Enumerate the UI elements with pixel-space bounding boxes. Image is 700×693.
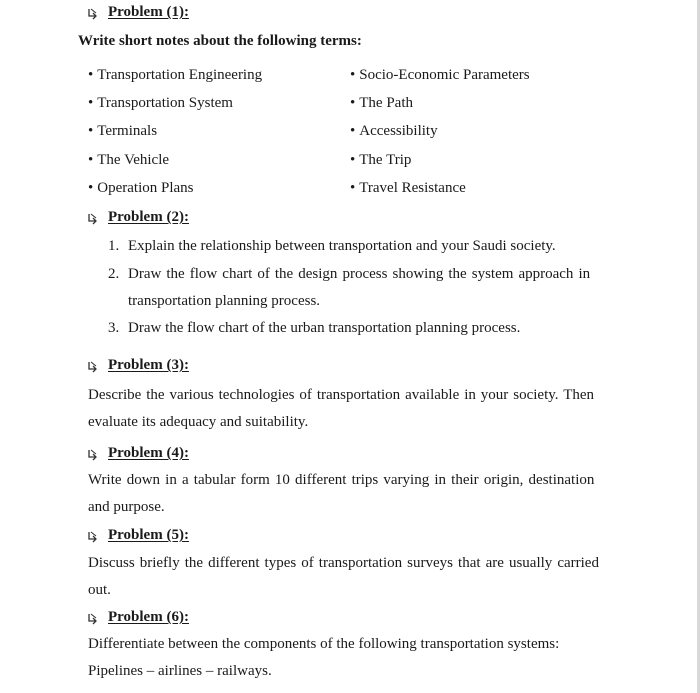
list-item-text-continuation: transportation planning process. bbox=[128, 293, 321, 309]
list-item: • Socio-Economic Parameters bbox=[350, 67, 530, 83]
list-item: • Operation Plans bbox=[88, 180, 194, 196]
arrow-bullet-icon bbox=[86, 212, 100, 226]
list-item-text: Explain the relationship between transportation and your Saudi society. bbox=[128, 238, 556, 254]
list-item: • The Trip bbox=[350, 152, 412, 168]
problem-3-text: Describe the various technologies of transportation available in your society. Then bbox=[88, 387, 595, 403]
problem-5-heading: Problem (5): bbox=[108, 527, 189, 543]
list-item-text: Draw the flow chart of the design process showing the system approach in bbox=[128, 266, 591, 282]
list-item: • Terminals bbox=[88, 123, 158, 139]
problem-5-text: Discuss briefly the different types of transportation surveys that are usually carried bbox=[88, 555, 599, 571]
arrow-bullet-icon bbox=[86, 7, 100, 21]
list-item: • The Vehicle bbox=[88, 152, 170, 168]
list-item-number: 2. bbox=[108, 266, 120, 282]
problem-1-heading: Problem (1): bbox=[108, 4, 189, 20]
list-item: • Transportation System bbox=[88, 95, 233, 111]
problem-1-intro: Write short notes about the following terms: bbox=[78, 33, 362, 49]
problem-3-text-continuation: evaluate its adequacy and suitability. bbox=[88, 414, 309, 430]
arrow-bullet-icon bbox=[86, 448, 100, 462]
arrow-bullet-icon bbox=[86, 612, 100, 626]
problem-4-text: Write down in a tabular form 10 different trips varying in their origin, destination bbox=[88, 472, 595, 488]
problem-6-text: Differentiate between the components of the following transportation systems: bbox=[88, 636, 560, 652]
problem-6-heading: Problem (6): bbox=[108, 609, 189, 625]
problem-6-text-continuation: Pipelines – airlines – railways. bbox=[88, 663, 272, 679]
list-item: • Travel Resistance bbox=[350, 180, 466, 196]
arrow-bullet-icon bbox=[86, 360, 100, 374]
list-item-number: 3. bbox=[108, 320, 120, 336]
list-item: • Transportation Engineering bbox=[88, 67, 263, 83]
problem-3-heading: Problem (3): bbox=[108, 357, 189, 373]
list-item-text: Draw the flow chart of the urban transportation planning process. bbox=[128, 320, 521, 336]
list-item-number: 1. bbox=[108, 238, 120, 254]
problem-4-text-continuation: and purpose. bbox=[88, 499, 165, 515]
list-item: • Accessibility bbox=[350, 123, 438, 139]
problem-5-text-continuation: out. bbox=[88, 582, 111, 598]
problem-4-heading: Problem (4): bbox=[108, 445, 189, 461]
problem-2-heading: Problem (2): bbox=[108, 209, 189, 225]
arrow-bullet-icon bbox=[86, 530, 100, 544]
list-item: • The Path bbox=[350, 95, 414, 111]
